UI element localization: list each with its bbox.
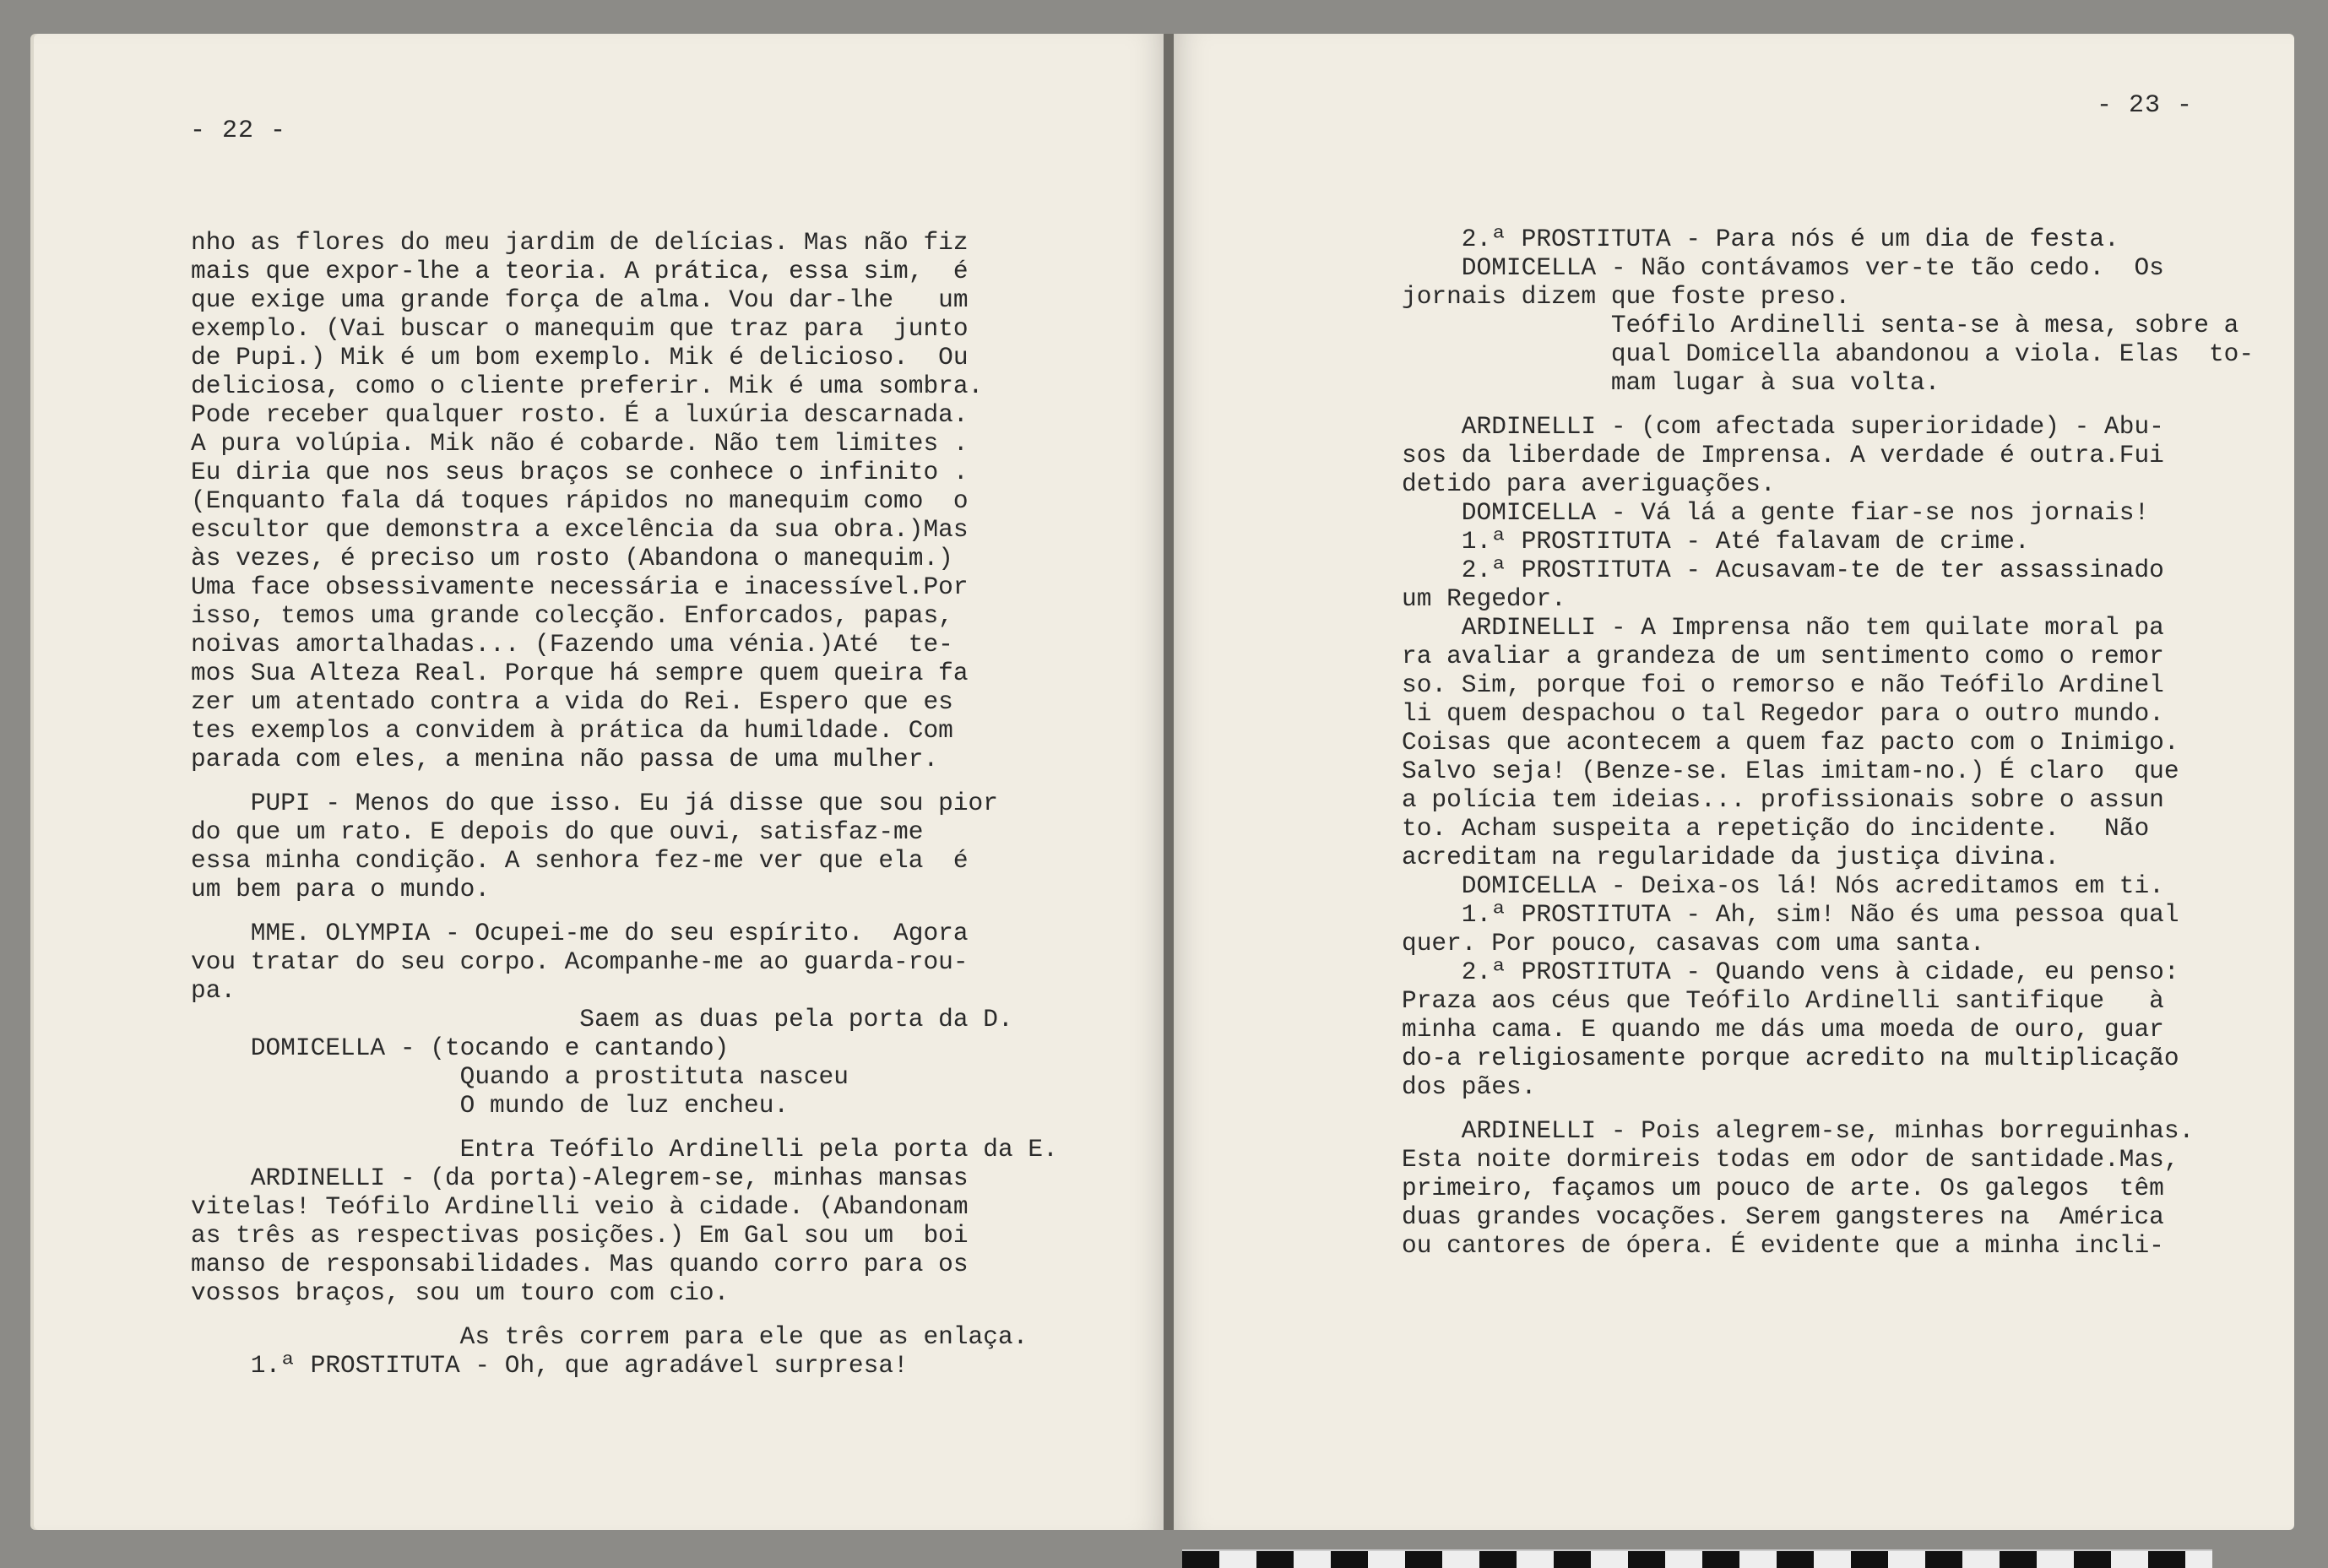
text-line: qual Domicella abandonou a viola. Elas to- <box>1402 339 2255 368</box>
text-line: vou tratar do seu corpo. Acompanhe-me ao guarda-rou- <box>191 947 969 976</box>
text-line: ra avaliar a grandeza de um sentimento como o remor <box>1402 642 2164 670</box>
text-line: deliciosa, como o cliente preferir. Mik é uma sombra. <box>191 372 984 400</box>
text-line: 1.ª PROSTITUTA - Até falavam de crime. <box>1402 527 2030 556</box>
text-line: Saem as duas pela porta da D. <box>191 1005 1013 1034</box>
text-line: mam lugar à sua volta. <box>1402 368 1940 397</box>
text-line: li quem despachou o tal Regedor para o outro mundo. <box>1402 699 2164 728</box>
text-line: PUPI - Menos do que isso. Eu já disse que sou pior <box>191 789 998 817</box>
text-line: Eu diria que nos seus braços se conhece o infinito . <box>191 458 969 486</box>
left-page <box>34 34 1165 1530</box>
page-number: - 23 - <box>2097 91 2194 120</box>
text-line: detido para averiguações. <box>1402 469 1776 498</box>
text-line: ARDINELLI - (com afectada superioridade) - Abu- <box>1402 412 2164 441</box>
text-line: mais que expor-lhe a teoria. A prática, essa sim, é <box>191 257 969 285</box>
text-line: às vezes, é preciso um rosto (Abandona o manequim.) <box>191 544 953 572</box>
text-line: essa minha condição. A senhora fez-me ver que ela é <box>191 846 969 875</box>
text-line: MME. OLYMPIA - Ocupei-me do seu espírito. Agora <box>191 919 969 947</box>
text-line: sos da liberdade de Imprensa. A verdade é outra.Fui <box>1402 441 2164 469</box>
text-line: quer. Por pouco, casavas com uma santa. <box>1402 929 1985 958</box>
text-line: manso de responsabilidades. Mas quando corro para os <box>191 1250 969 1278</box>
text-line: A pura volúpia. Mik não é cobarde. Não tem limites . <box>191 429 969 458</box>
text-line: exemplo. (Vai buscar o manequim que traz para junto <box>191 314 969 343</box>
right-page <box>1174 34 2294 1530</box>
text-line: a polícia tem ideias... profissionais sobre o assun <box>1402 785 2164 814</box>
text-line: noivas amortalhadas... (Fazendo uma vénia.)Até te- <box>191 630 953 659</box>
text-line: nho as flores do meu jardim de delícias. Mas não fiz <box>191 228 969 257</box>
text-line: ARDINELLI - Pois alegrem-se, minhas borreguinhas. <box>1402 1116 2195 1145</box>
text-line: Entra Teófilo Ardinelli pela porta da E. <box>191 1135 1058 1164</box>
text-line: que exige uma grande força de alma. Vou dar-lhe um <box>191 285 969 314</box>
text-line: tes exemplos a convidem à prática da humildade. Com <box>191 716 953 745</box>
text-line: Esta noite dormireis todas em odor de santidade.Mas, <box>1402 1145 2179 1174</box>
color-scale-bar <box>1182 1549 2212 1568</box>
right-page-text <box>1402 225 2254 1260</box>
text-line: O mundo de luz encheu. <box>191 1091 790 1120</box>
text-line: DOMICELLA - (tocando e cantando) <box>191 1034 730 1062</box>
paragraph-gap <box>1402 1101 2254 1116</box>
paragraph-gap <box>191 1120 1058 1135</box>
text-line: ARDINELLI - A Imprensa não tem quilate moral pa <box>1402 613 2164 642</box>
text-line: Salvo seja! (Benze-se. Elas imitam-no.) É claro que <box>1402 757 2179 785</box>
text-line: 2.ª PROSTITUTA - Para nós é um dia de festa. <box>1402 225 2119 253</box>
text-line: 2.ª PROSTITUTA - Quando vens à cidade, eu penso: <box>1402 958 2179 986</box>
text-line: to. Acham suspeita a repetição do incidente. Não <box>1402 814 2150 843</box>
text-line: primeiro, façamos um pouco de arte. Os galegos têm <box>1402 1174 2164 1202</box>
text-line: (Enquanto fala dá toques rápidos no manequim como o <box>191 486 969 515</box>
text-line: ARDINELLI - (da porta)-Alegrem-se, minhas mansas <box>191 1164 969 1192</box>
text-line: acreditam na regularidade da justiça divina. <box>1402 843 2059 871</box>
text-line: do-a religiosamente porque acredito na multiplicação <box>1402 1044 2179 1072</box>
text-line: zer um atentado contra a vida do Rei. Espero que es <box>191 687 953 716</box>
text-line: 1.ª PROSTITUTA - Oh, que agradável surpresa! <box>191 1351 909 1380</box>
text-line: vossos braços, sou um touro com cio. <box>191 1278 730 1307</box>
page-number: - 22 - <box>190 117 287 145</box>
text-line: isso, temos uma grande colecção. Enforcados, papas, <box>191 601 953 630</box>
text-line: Pode receber qualquer rosto. É a luxúria descarnada. <box>191 400 969 429</box>
text-line: de Pupi.) Mik é um bom exemplo. Mik é delicioso. Ou <box>191 343 969 372</box>
text-line: so. Sim, porque foi o remorso e não Teófilo Ardinel <box>1402 670 2164 699</box>
text-line: Praza aos céus que Teófilo Ardinelli santifique à <box>1402 986 2164 1015</box>
text-line: As três correm para ele que as enlaça. <box>191 1322 1028 1351</box>
text-line: Quando a prostituta nasceu <box>191 1062 849 1091</box>
left-page-text <box>191 228 1058 1380</box>
paragraph-gap <box>191 773 1058 789</box>
text-line: 2.ª PROSTITUTA - Acusavam-te de ter assassinado <box>1402 556 2164 584</box>
text-line: minha cama. E quando me dás uma moeda de ouro, guar <box>1402 1015 2164 1044</box>
paragraph-gap <box>1402 397 2254 412</box>
text-line: mos Sua Alteza Real. Porque há sempre quem queira fa <box>191 659 969 687</box>
paragraph-gap <box>191 1307 1058 1322</box>
text-line: parada com eles, a menina não passa de uma mulher. <box>191 745 939 773</box>
text-line: um bem para o mundo. <box>191 875 491 903</box>
text-line: jornais dizem que foste preso. <box>1402 282 1851 311</box>
text-line: DOMICELLA - Deixa-os lá! Nós acreditamos em ti. <box>1402 871 2164 900</box>
text-line: escultor que demonstra a excelência da sua obra.)Mas <box>191 515 969 544</box>
text-line: Uma face obsessivamente necessária e inacessível.Por <box>191 572 969 601</box>
text-line: duas grandes vocações. Serem gangsteres na América <box>1402 1202 2164 1231</box>
text-line: dos pães. <box>1402 1072 1537 1101</box>
text-line: ou cantores de ópera. É evidente que a minha incli- <box>1402 1231 2164 1260</box>
text-line: Teófilo Ardinelli senta-se à mesa, sobre a <box>1402 311 2239 339</box>
text-line: 1.ª PROSTITUTA - Ah, sim! Não és uma pessoa qual <box>1402 900 2179 929</box>
text-line: pa. <box>191 976 236 1005</box>
text-line: vitelas! Teófilo Ardinelli veio à cidade. (Abandonam <box>191 1192 969 1221</box>
text-line: DOMICELLA - Não contávamos ver-te tão cedo. Os <box>1402 253 2164 282</box>
text-line: do que um rato. E depois do que ouvi, satisfaz-me <box>191 817 924 846</box>
text-line: um Regedor. <box>1402 584 1566 613</box>
text-line: DOMICELLA - Vá lá a gente fiar-se nos jornais! <box>1402 498 2150 527</box>
paragraph-gap <box>191 903 1058 919</box>
text-line: Coisas que acontecem a quem faz pacto com o Inimigo. <box>1402 728 2179 757</box>
text-line: as três as respectivas posições.) Em Gal sou um boi <box>191 1221 969 1250</box>
